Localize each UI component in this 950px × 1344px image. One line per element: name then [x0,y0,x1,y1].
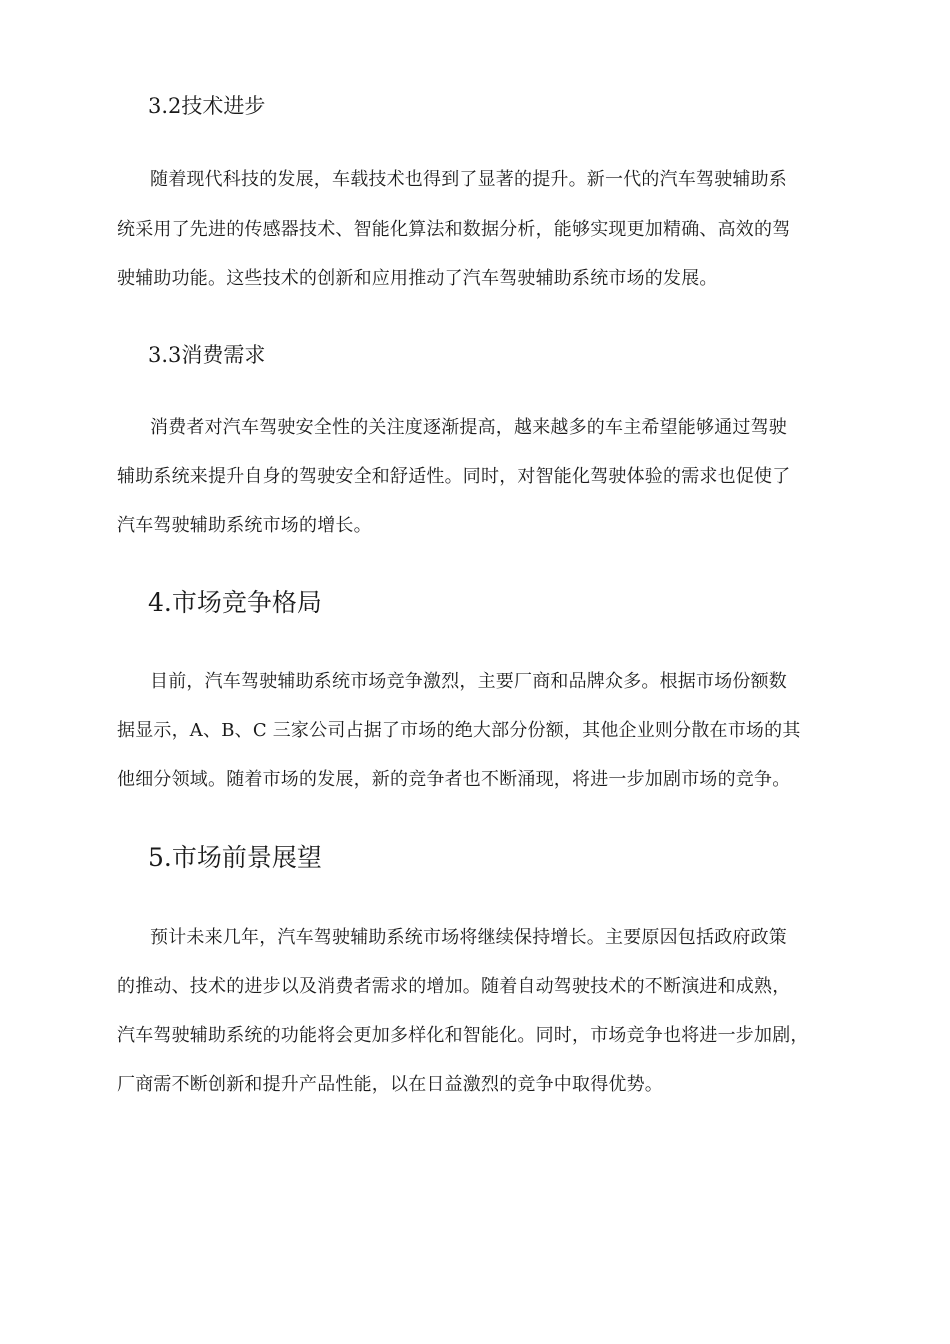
paragraph-line: 的推动、技术的进步以及消费者需求的增加。随着自动驾驶技术的不断演进和成熟， [117,976,791,997]
section-heading-3-3: 3.3消费需求 [148,343,266,367]
paragraph-line: 驶辅助功能。这些技术的创新和应用推动了汽车驾驶辅助系统市场的发展。 [117,268,718,289]
paragraph-line: 辅助系统来提升自身的驾驶安全和舒适性。同时，对智能化驾驶体验的需求也促使了 [117,466,791,487]
paragraph-line: 统采用了先进的传感器技术、智能化算法和数据分析，能够实现更加精确、高效的驾 [117,219,791,240]
section-heading-4: 4.市场竞争格局 [148,588,322,617]
section-heading-3-2: 3.2技术进步 [148,94,266,118]
paragraph-line: 据显示，A、B、C 三家公司占据了市场的绝大部分份额，其他企业则分散在市场的其 [117,720,801,741]
paragraph-line: 汽车驾驶辅助系统的功能将会更加多样化和智能化。同时，市场竞争也将进一步加剧， [117,1025,809,1046]
paragraph-line: 厂商需不断创新和提升产品性能，以在日益激烈的竞争中取得优势。 [117,1074,663,1095]
paragraph-line: 他细分领域。随着市场的发展，新的竞争者也不断涌现，将进一步加剧市场的竞争。 [117,769,791,790]
paragraph-line: 预计未来几年，汽车驾驶辅助系统市场将继续保持增长。主要原因包括政府政策 [150,927,787,948]
paragraph-line: 汽车驾驶辅助系统市场的增长。 [117,515,372,536]
paragraph-line: 消费者对汽车驾驶安全性的关注度逐渐提高，越来越多的车主希望能够通过驾驶 [150,417,787,438]
paragraph-line: 随着现代科技的发展，车载技术也得到了显著的提升。新一代的汽车驾驶辅助系 [150,169,787,190]
paragraph-line: 目前，汽车驾驶辅助系统市场竞争激烈，主要厂商和品牌众多。根据市场份额数 [150,671,787,692]
section-heading-5: 5.市场前景展望 [148,843,322,872]
